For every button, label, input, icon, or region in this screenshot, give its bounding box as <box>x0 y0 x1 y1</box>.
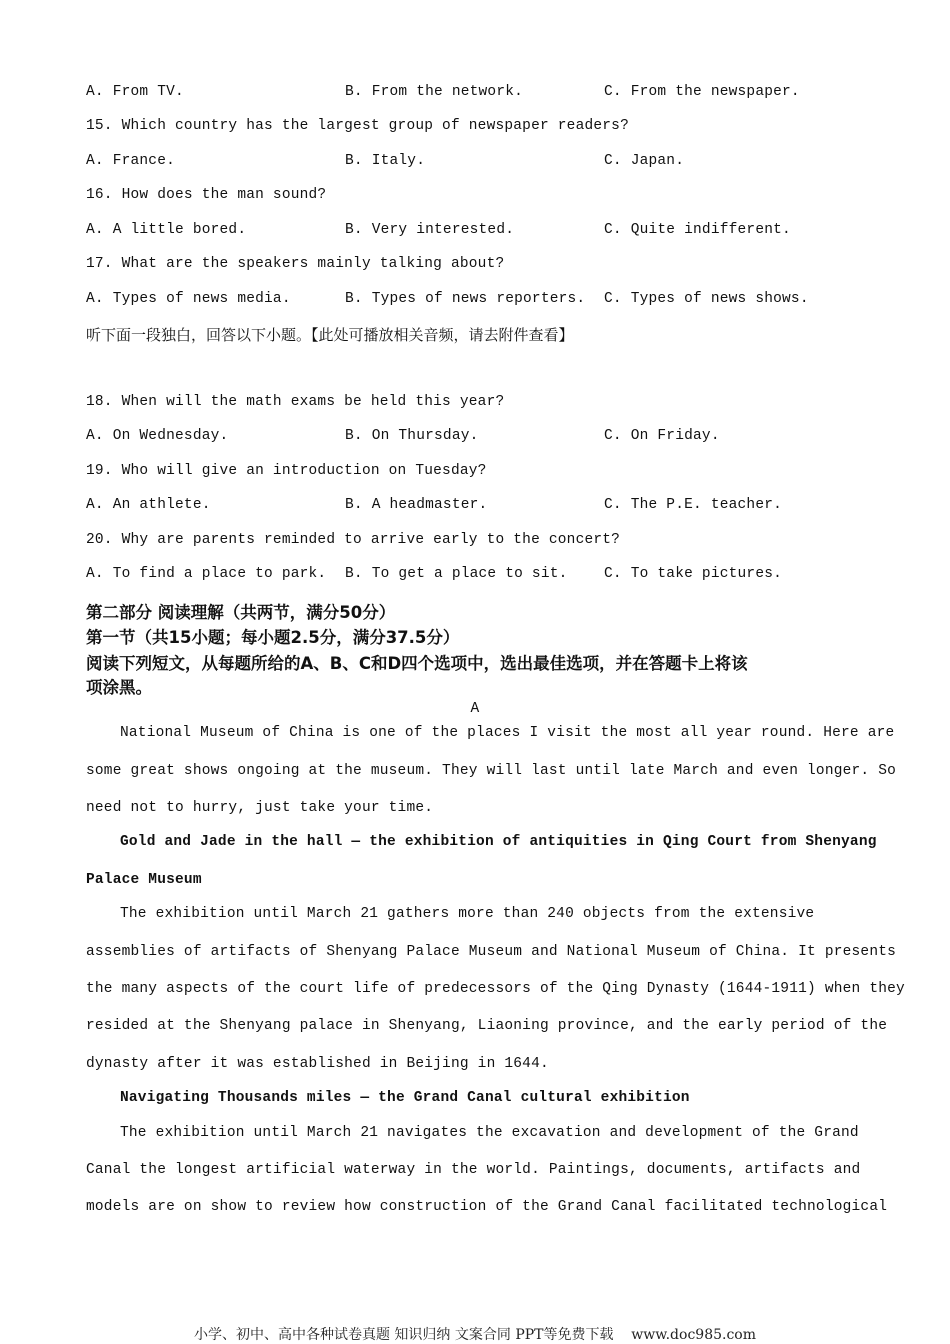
q16-question: 16. How does the man sound? <box>86 187 327 203</box>
q20-options <box>86 566 886 586</box>
q18-question: 18. When will the math exams be held this year? <box>86 394 505 410</box>
q16-option-b: B. Very interested. <box>345 222 515 238</box>
q14-option-c: C. From the newspaper. <box>604 84 800 100</box>
q18-options <box>86 428 886 448</box>
intro-line-3: need not to hurry, just take your time. <box>86 800 434 816</box>
section-one-title: 第一节（共15小题；每小题2.5分，满分37.5分） <box>86 628 460 647</box>
q19-option-a: A. An athlete. <box>86 497 211 513</box>
q15-option-c: C. Japan. <box>604 153 685 169</box>
exhibit-1-line-3: the many aspects of the court life of predecessors of the Qing Dynasty (1644-1911) when they <box>86 981 905 997</box>
exhibit-2-line-2: Canal the longest artificial waterway in the world. Paintings, documents, artifacts and <box>86 1162 861 1178</box>
q19-option-c: C. The P.E. teacher. <box>604 497 783 513</box>
exhibit-2-line-3: models are on show to review how construction of the Grand Canal facilitated technological <box>86 1199 888 1215</box>
q16-options <box>86 222 886 242</box>
q20-question: 20. Why are parents reminded to arrive early to the concert? <box>86 532 621 548</box>
q15-option-b: B. Italy. <box>345 153 426 169</box>
q15-option-a: A. France. <box>86 153 176 169</box>
q17-option-c: C. Types of news shows. <box>604 291 809 307</box>
q14-options <box>86 84 886 104</box>
q14-option-b: B. From the network. <box>345 84 524 100</box>
monologue-instruction: 听下面一段独白，回答以下小题。【此处可播放相关音频，请去附件查看】 <box>86 326 574 344</box>
q16-option-a: A. A little bored. <box>86 222 247 238</box>
q19-question: 19. Who will give an introduction on Tuesday? <box>86 463 487 479</box>
exhibit-1-line-2: assemblies of artifacts of Shenyang Palace Museum and National Museum of China. It presents <box>86 944 897 960</box>
exhibit-2-title: Navigating Thousands miles — the Grand Canal cultural exhibition <box>120 1090 690 1106</box>
q15-options <box>86 153 886 173</box>
passage-label: A <box>470 701 480 717</box>
q17-option-b: B. Types of news reporters. <box>345 291 586 307</box>
intro-line-1: National Museum of China is one of the places I visit the most all year round. Here are <box>120 725 895 741</box>
exhibit-1-line-5: dynasty after it was established in Beijing in 1644. <box>86 1056 549 1072</box>
q20-option-c: C. To take pictures. <box>604 566 783 582</box>
part-two-title: 第二部分 阅读理解（共两节，满分50分） <box>86 603 396 622</box>
page-footer: 小学、初中、高中各种试卷真题 知识归纳 文案合同 PPT等免费下载 www.doc985.com <box>193 1327 756 1343</box>
q16-option-c: C. Quite indifferent. <box>604 222 791 238</box>
q18-option-b: B. On Thursday. <box>345 428 479 444</box>
q18-option-a: A. On Wednesday. <box>86 428 229 444</box>
exhibit-1-line-1: The exhibition until March 21 gathers more than 240 objects from the extensive <box>120 906 815 922</box>
exhibit-2-line-1: The exhibition until March 21 navigates the excavation and development of the Grand <box>120 1125 859 1141</box>
q15-question: 15. Which country has the largest group of newspaper readers? <box>86 118 629 134</box>
q19-option-b: B. A headmaster. <box>345 497 488 513</box>
q19-options <box>86 497 886 517</box>
q20-option-b: B. To get a place to sit. <box>345 566 568 582</box>
exhibit-1-title-line-1: Gold and Jade in the hall — the exhibition of antiquities in Qing Court from Shenyang <box>120 834 877 850</box>
intro-line-2: some great shows ongoing at the museum. They will last until late March and even longer. So <box>86 763 897 779</box>
q20-option-a: A. To find a place to park. <box>86 566 327 582</box>
q14-option-a: A. From TV. <box>86 84 184 100</box>
reading-instruction-line-1: 阅读下列短文，从每题所给的A、B、C和D四个选项中，选出最佳选项，并在答题卡上将该 <box>86 654 748 673</box>
q18-option-c: C. On Friday. <box>604 428 720 444</box>
q17-question: 17. What are the speakers mainly talking about? <box>86 256 505 272</box>
reading-instruction-line-2: 项涂黑。 <box>86 678 152 697</box>
exhibit-1-title-line-2: Palace Museum <box>86 872 202 888</box>
q17-option-a: A. Types of news media. <box>86 291 291 307</box>
q17-options <box>86 291 886 311</box>
exhibit-1-line-4: resided at the Shenyang palace in Shenyang, Liaoning province, and the early period of the <box>86 1018 888 1034</box>
